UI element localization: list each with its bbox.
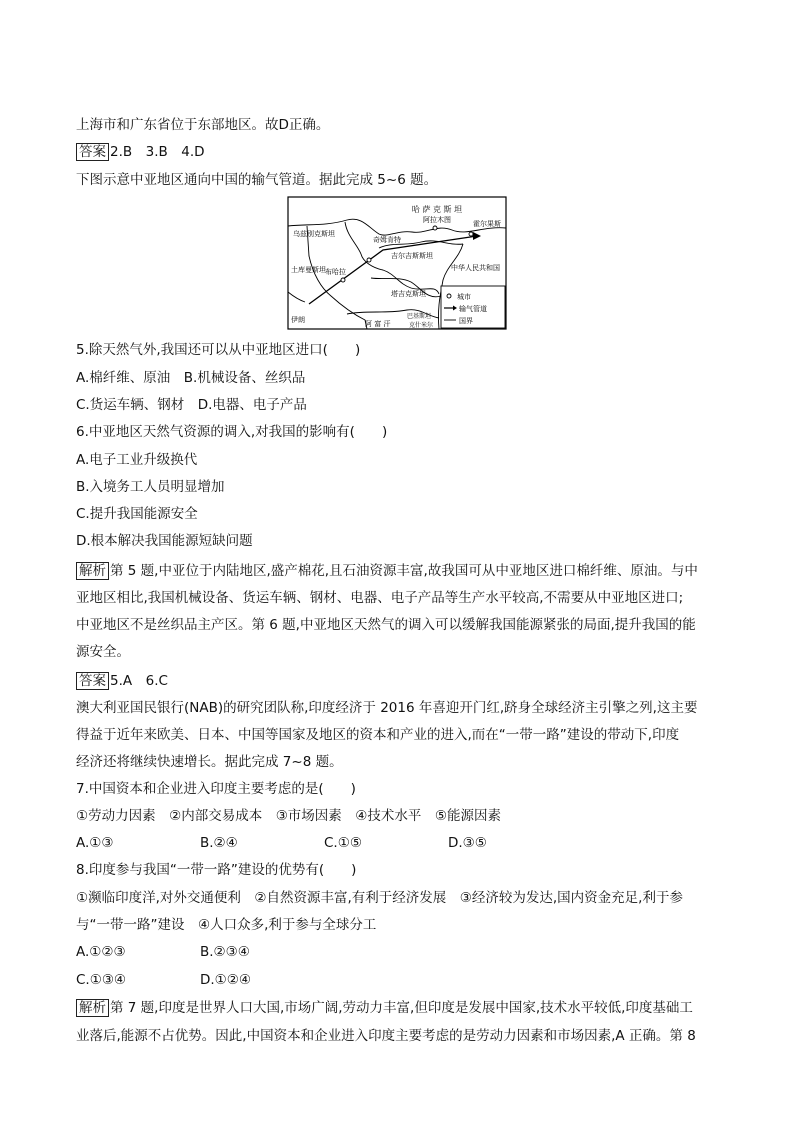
q8-option-a: A.①②③ [76, 944, 126, 960]
map-label-afghanistan: 阿 富 汗 [365, 320, 391, 328]
analysis-line-3: 中亚地区不是丝织品主产区。第 6 题,中亚地区天然气的调入可以缓解我国能源紧张的局面,提升我国的能 [76, 617, 696, 633]
q5-options-cd [76, 395, 307, 415]
q6-stem: 6.中亚地区天然气资源的调入,对我国的影响有( ) [76, 424, 388, 440]
legend-city-icon [447, 294, 451, 298]
map-label-iran: 伊朗 [291, 316, 305, 324]
map-label-horgos: 霍尔果斯 [473, 220, 501, 228]
analysis2-line-2: 业落后,能源不占优势。因此,中国资本和企业进入印度主要考虑的是劳动力因素和市场因素,A 正确。第 8 [76, 1028, 696, 1044]
q5-options-ab [76, 368, 305, 388]
map-label-prc: 中华人民共和国 [451, 264, 500, 272]
q8-option-d: D.①②④ [200, 972, 251, 988]
q6-option-d: D.根本解决我国能源短缺问题 [76, 533, 253, 549]
answer-text: 5.A 6.C [110, 673, 168, 689]
answer-line [76, 142, 205, 162]
q7-items: ①劳动力因素 ②内部交易成本 ③市场因素 ④技术水平 ⑤能源因素 [76, 808, 502, 824]
q8-options-cd [76, 970, 324, 990]
analysis-line-2: 亚地区相比,我国机械设备、货运车辆、钢材、电器、电子产品等生产水平较高,不需要从中亚地区进口; [76, 590, 684, 606]
q5-option-a: A.棉纤维、原油 [76, 370, 171, 386]
map-label-kazakhstan: 哈 萨 克 斯 坦 [411, 205, 463, 214]
q8-options-ab [76, 942, 324, 962]
pipeline-map-figure [287, 196, 507, 330]
intro78-line-3: 经济还将继续快速增长。据此完成 7~8 题。 [76, 754, 343, 770]
q7-option-d: D.③⑤ [448, 835, 487, 851]
answer-text: 2.B 3.B 4.D [110, 144, 205, 160]
map-label-turkmenistan: 土库曼斯坦 [291, 266, 326, 274]
analysis-line-1: 解析 第 5 题,中亚位于内陆地区,盛产棉花,且石油资源丰富,故我国可从中亚地区进口棉纤维、原油。与中 [76, 561, 698, 581]
q5-stem: 5.除天然气外,我国还可以从中亚地区进口( ) [76, 342, 361, 358]
q6-option-c: C.提升我国能源安全 [76, 506, 198, 522]
q5-option-d: D.电器、电子产品 [197, 397, 307, 413]
pipeline-map [287, 196, 507, 330]
q7-options [76, 833, 572, 853]
legend-border-label: 国界 [459, 317, 473, 325]
map-label-bukhara: 布哈拉 [325, 268, 346, 276]
q8-items-2: 与“一带一路”建设 ④人口众多,利于参与全球分工 [76, 917, 377, 933]
q7-option-c: C.①⑤ [324, 835, 362, 851]
analysis-tag: 解析 [76, 562, 109, 580]
map-label-shymkent: 奇姆肯特 [373, 236, 401, 244]
legend-city-label: 城市 [457, 293, 471, 301]
q8-items-1: ①濒临印度洋,对外交通便利 ②自然资源丰富,有利于经济发展 ③经济较为发达,国内资金充足,利于参 [76, 890, 683, 906]
answer-line [76, 671, 168, 691]
legend-pipeline-label: 输气管道 [459, 305, 487, 313]
map-label-uzbekistan: 乌兹别克斯坦 [293, 230, 335, 238]
q6-option-b: B.入境务工人员明显增加 [76, 479, 225, 495]
analysis-tag: 解析 [76, 999, 109, 1017]
q5-option-b: B.机械设备、丝织品 [183, 370, 306, 386]
map-label-pakistan: 巴基斯坦 [407, 313, 432, 320]
intro78-line-2: 得益于近年来欧美、日本、中国等国家及地区的资本和产业的进入,而在“一带一路”建设的带动下,印度 [76, 727, 680, 743]
map-label-kashmir: 克什米尔 [409, 322, 434, 329]
question-intro: 下图示意中亚地区通向中国的输气管道。据此完成 5~6 题。 [76, 172, 438, 188]
q8-option-c: C.①③④ [76, 972, 127, 988]
q6-option-a: A.电子工业升级换代 [76, 452, 198, 468]
q8-stem: 8.印度参与我国“一带一路”建设的优势有( ) [76, 862, 357, 878]
answer-tag: 答案 [76, 672, 109, 690]
map-label-tajikistan: 塔吉克斯坦 [391, 290, 426, 298]
map-label-kyrgyzstan: 吉尔吉斯斯坦 [391, 252, 433, 260]
q8-option-b: B.②③④ [200, 944, 250, 960]
answer-tag: 答案 [76, 143, 109, 161]
q7-stem: 7.中国资本和企业进入印度主要考虑的是( ) [76, 781, 356, 797]
analysis-line-4: 源安全。 [76, 644, 130, 660]
map-label-almaty: 阿拉木图 [423, 216, 451, 224]
text-line: 上海市和广东省位于东部地区。故D正确。 [76, 117, 330, 133]
q5-option-c: C.货运车辆、钢材 [76, 397, 185, 413]
q7-option-a: A.①③ [76, 835, 114, 851]
intro78-line-1: 澳大利亚国民银行(NAB)的研究团队称,印度经济于 2016 年喜迎开门红,跻身全球经济主引擎之列,这主要 [76, 700, 698, 716]
analysis2-line-1: 解析 第 7 题,印度是世界人口大国,市场广阔,劳动力丰富,但印度是发展中国家,技术水平较低,印度基础工 [76, 998, 693, 1018]
q7-option-b: B.②④ [200, 835, 238, 851]
